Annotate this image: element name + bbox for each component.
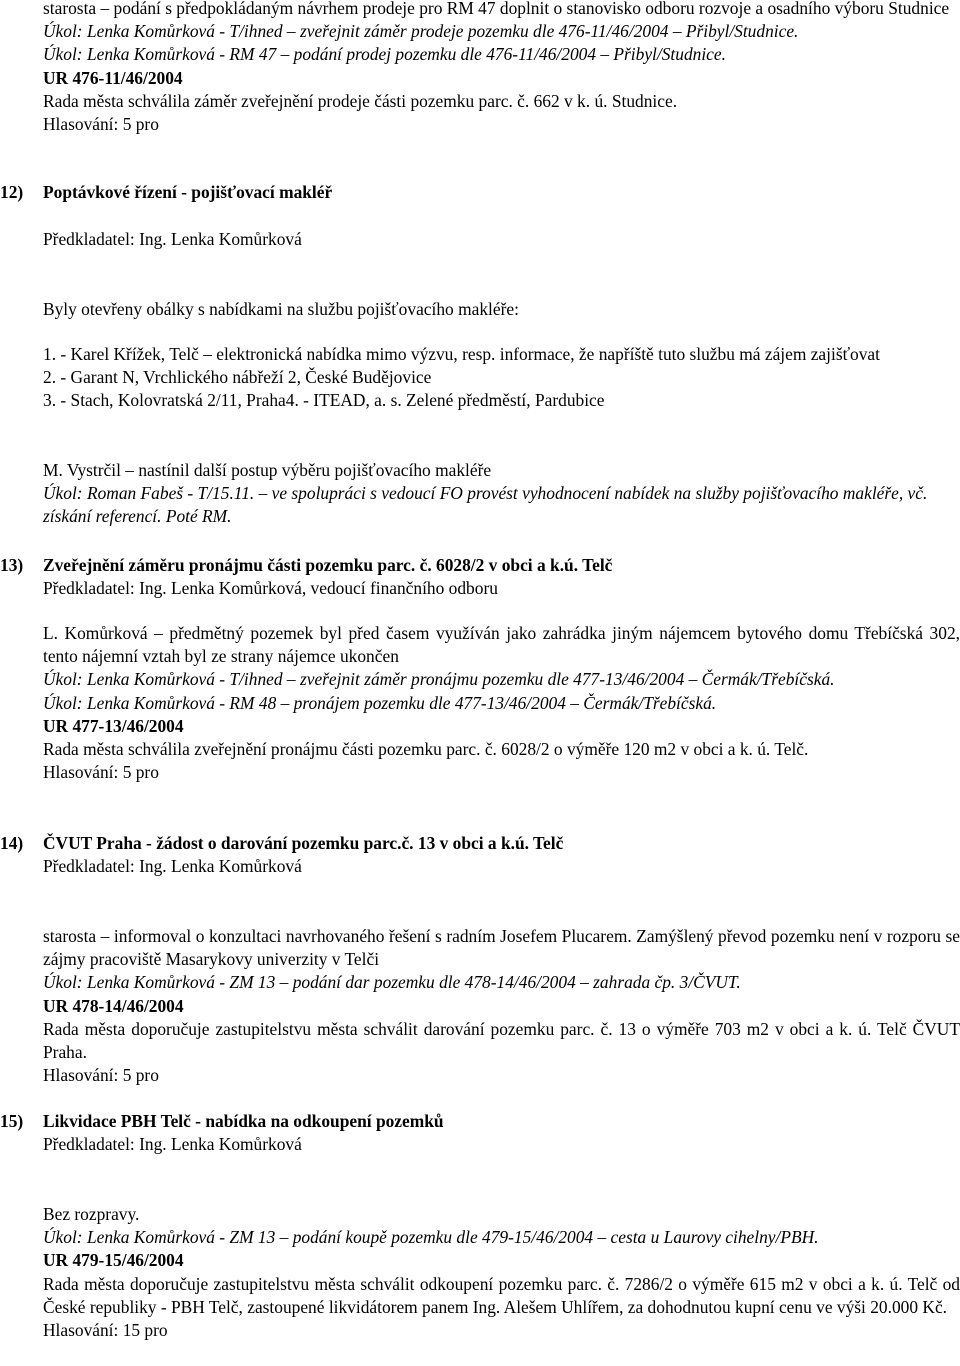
discussion-text: Bez rozpravy. xyxy=(43,1204,140,1224)
section-title: Poptávkové řízení - pojišťovací makléř xyxy=(43,182,333,202)
task-line: Úkol: Lenka Komůrková - ZM 13 – podání dar pozemku dle 478-14/46/2004 – zahrada čp. 3/ČVUT. xyxy=(43,972,741,993)
task-line: Úkol: Roman Fabeš - T/15.11. – ve spolupráci s vedoucí FO provést vyhodnocení nabídek na služby pojišťovacího makléře, vč. získání referencí. Poté RM. xyxy=(43,483,928,527)
resolution-text: Rada města doporučuje zastupitelstvu města schválit odkoupení pozemku parc. č. 7286/2 o výměře 615 m2 v obci a k. ú. Telč od České republiky - PBH Telč, zastoupené likvidátorem panem Ing. Alešem Uhlířem, za dohodnutou kupní cenu ve výši 20.000 Kč. xyxy=(43,1273,960,1317)
resolution-text: Rada města doporučuje zastupitelstvu města schválit darování pozemku parc. č. 13 o výměře 703 m2 v obci a k. ú. Telč ČVUT Praha. xyxy=(43,1018,960,1063)
top-section xyxy=(43,0,960,136)
section-number: 12) xyxy=(0,182,24,202)
discussion-text: M. Vystrčil – nastínil další postup výběru pojišťovacího makléře xyxy=(43,460,492,480)
task-line: Úkol: Lenka Komůrková - ZM 13 – podání koupě pozemku dle 479-15/46/2004 – cesta u Laurovy cihelny/PBH. xyxy=(43,1227,819,1248)
task-line: Úkol: Lenka Komůrková - RM 47 – podání prodej pozemku dle 476-11/46/2004 – Přibyl/Studnice. xyxy=(43,44,726,65)
vote-result: Hlasování: 15 pro xyxy=(43,1320,168,1341)
presenter-line: Předkladatel: Ing. Lenka Komůrková, vedoucí finančního odboru xyxy=(43,578,498,598)
top-intro: starosta – podání s předpokládaným návrhem prodeje pro RM 47 doplnit o stanovisko odboru rozvoje a osadního výboru Studnice xyxy=(43,0,950,18)
section-title: ČVUT Praha - žádost o darování pozemku parc.č. 13 v obci a k.ú. Telč xyxy=(43,833,564,853)
presenter-line: Předkladatel: Ing. Lenka Komůrková xyxy=(43,856,302,876)
vote-result: Hlasování: 5 pro xyxy=(43,762,159,783)
resolution-text: Rada města schválila zveřejnění pronájmu části pozemku parc. č. 6028/2 o výměře 120 m2 v obci a k. ú. Telč. xyxy=(43,739,809,760)
vote-result: Hlasování: 5 pro xyxy=(43,1065,159,1086)
opening-text: Byly otevřeny obálky s nabídkami na službu pojišťovacího makléře: xyxy=(43,299,519,319)
vote-result: Hlasování: 5 pro xyxy=(43,114,159,135)
section-12-discussion xyxy=(43,459,960,529)
section-number: 15) xyxy=(0,1111,24,1131)
section-13-body xyxy=(43,622,960,784)
task-line: Úkol: Lenka Komůrková - T/ihned – zveřejnit záměr pronájmu pozemku dle 477-13/46/2004 – Čermák/Třebíčská. xyxy=(43,669,835,690)
resolution-number: UR 476-11/46/2004 xyxy=(43,67,183,88)
resolution-number: UR 479-15/46/2004 xyxy=(43,1250,184,1271)
section-number: 14) xyxy=(0,833,24,853)
discussion-text: L. Komůrková – předmětný pozemek byl před časem využíván jako zahrádka jiným nájemcem bytového domu Třebíčská 302, tento nájemní vztah byl ze strany nájemce ukončen xyxy=(43,623,960,667)
presenter-line: Předkladatel: Ing. Lenka Komůrková xyxy=(43,229,302,249)
list-item: 3. - Stach, Kolovratská 2/11, Praha4. - ITEAD, a. s. Zelené předměstí, Pardubice xyxy=(43,390,605,411)
section-title: Zveřejnění záměru pronájmu části pozemku parc. č. 6028/2 v obci a k.ú. Telč xyxy=(43,555,613,575)
resolution-text: Rada města schválila záměr zveřejnění prodeje části pozemku parc. č. 662 v k. ú. Studnice. xyxy=(43,90,678,111)
resolution-number: UR 478-14/46/2004 xyxy=(43,995,184,1016)
section-title: Likvidace PBH Telč - nabídka na odkoupení pozemků xyxy=(43,1111,444,1131)
list-item: 2. - Garant N, Vrchlického nábřeží 2, České Budějovice xyxy=(43,367,432,388)
section-15-body xyxy=(43,1203,960,1342)
offer-list xyxy=(43,343,960,413)
list-item: 1. - Karel Křížek, Telč – elektronická nabídka mimo výzvu, resp. informace, že napříště tuto službu má zájem zajišťovat xyxy=(43,344,880,364)
task-line: Úkol: Lenka Komůrková - T/ihned – zveřejnit záměr prodeje pozemku dle 476-11/46/2004 – Přibyl/Studnice. xyxy=(43,21,799,42)
discussion-text: starosta – informoval o konzultaci navrhovaného řešení s radním Josefem Plucarem. Zamýšlený převod pozemku není v rozporu se zájmy pracoviště Masarykovy univerzity v Telči xyxy=(43,926,960,970)
presenter-line: Předkladatel: Ing. Lenka Komůrková xyxy=(43,1134,302,1154)
section-number: 13) xyxy=(0,555,24,575)
task-line: Úkol: Lenka Komůrková - RM 48 – pronájem pozemku dle 477-13/46/2004 – Čermák/Třebíčská. xyxy=(43,692,717,713)
section-14-body xyxy=(43,925,960,1087)
resolution-number: UR 477-13/46/2004 xyxy=(43,715,184,736)
